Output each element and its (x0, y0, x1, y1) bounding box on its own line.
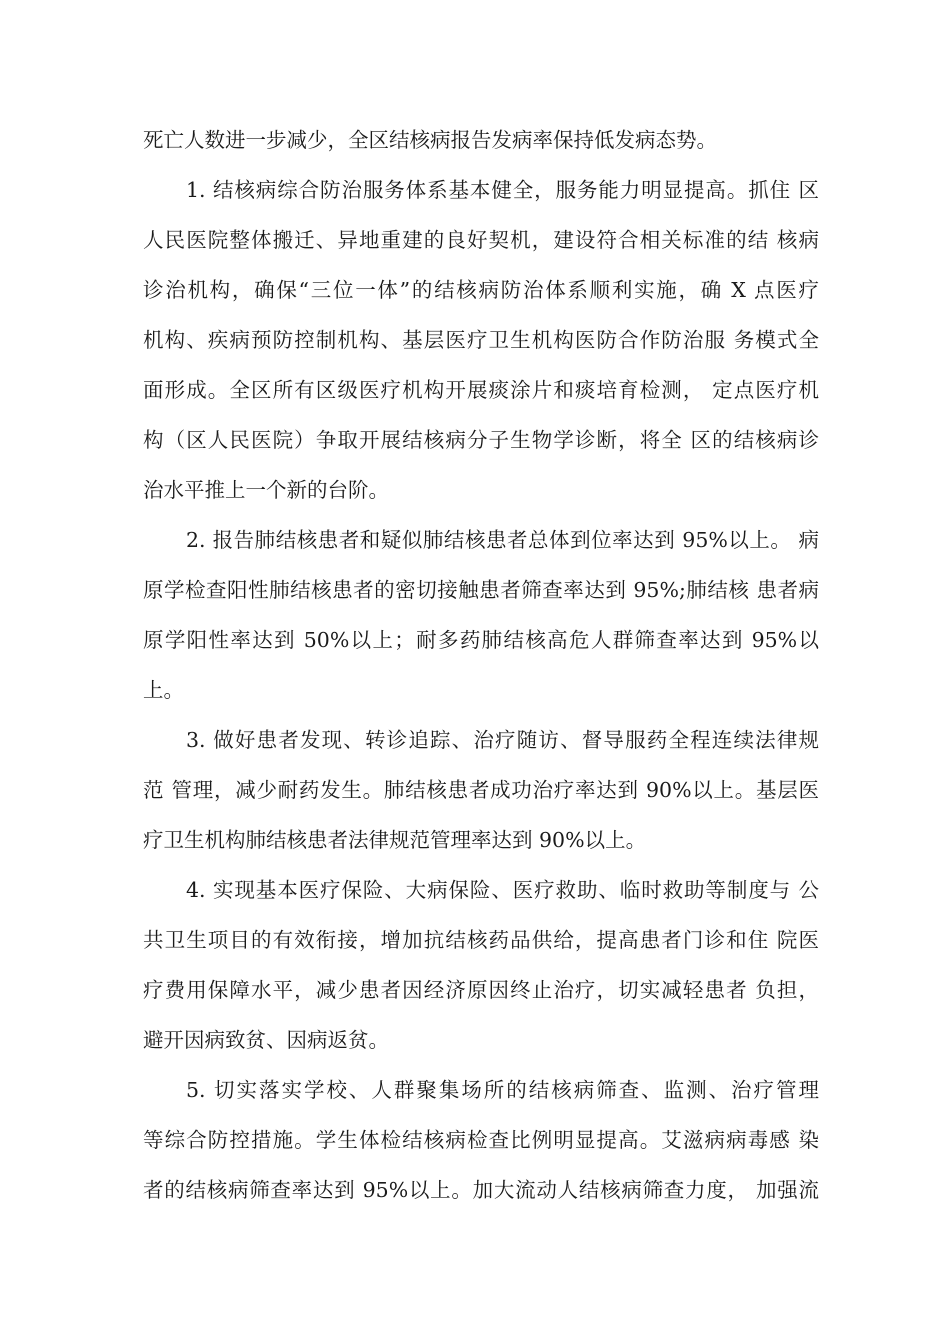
paragraph-line: 2. 报告肺结核患者和疑似肺结核患者总体到位率达到 95%以上。 病 (186, 528, 819, 552)
paragraph-line: 5. 切实落实学校、人群聚集场所的结核病筛查、监测、治疗管理 (186, 1078, 819, 1102)
paragraph-line: 共卫生项目的有效衔接，增加抗结核药品供给，提高患者门诊和住 院医 (143, 928, 819, 952)
paragraph-line: 避开因病致贫、因病返贫。 (143, 1028, 389, 1052)
paragraph-line: 面形成。全区所有区级医疗机构开展痰涂片和痰培育检测， 定点医疗机 (143, 378, 819, 402)
paragraph-line: 范 管理，减少耐药发生。肺结核患者成功治疗率达到 90%以上。基层医 (143, 778, 819, 802)
paragraph-line: 者的结核病筛查率达到 95%以上。加大流动人结核病筛查力度， 加强流 (143, 1178, 819, 1202)
paragraph-line: 原学阳性率达到 50%以上；耐多药肺结核高危人群筛查率达到 95%以 (143, 628, 819, 652)
paragraph-line: 3. 做好患者发现、转诊追踪、治疗随访、督导服药全程连续法律规 (186, 728, 819, 752)
paragraph-line: 人民医院整体搬迁、异地重建的良好契机，建设符合相关标准的结 核病 (143, 228, 819, 252)
paragraph-line: 1. 结核病综合防治服务体系基本健全，服务能力明显提高。抓住 区 (186, 178, 819, 202)
paragraph-line: 机构、疾病预防控制机构、基层医疗卫生机构医防合作防治服 务模式全 (143, 328, 819, 352)
paragraph-line: 上。 (143, 678, 184, 702)
paragraph-line: 疗费用保障水平，减少患者因经济原因终止治疗，切实减轻患者 负担， (143, 978, 819, 1002)
paragraph-line: 构（区人民医院）争取开展结核病分子生物学诊断，将全 区的结核病诊 (143, 428, 819, 452)
paragraph-line: 等综合防控措施。学生体检结核病检查比例明显提高。艾滋病病毒感 染 (143, 1128, 819, 1152)
paragraph-line: 4. 实现基本医疗保险、大病保险、医疗救助、临时救助等制度与 公 (186, 878, 819, 902)
paragraph-line: 诊治机构，确保“三位一体”的结核病防治体系顺利实施，确 X 点医疗 (143, 278, 819, 302)
paragraph-line: 死亡人数进一步减少，全区结核病报告发病率保持低发病态势。 (143, 128, 717, 152)
paragraph-line: 疗卫生机构肺结核患者法律规范管理率达到 90%以上。 (143, 828, 647, 852)
paragraph-line: 原学检查阳性肺结核患者的密切接触患者筛查率达到 95%;肺结核 患者病 (143, 578, 819, 602)
paragraph-line: 治水平推上一个新的台阶。 (143, 478, 389, 502)
